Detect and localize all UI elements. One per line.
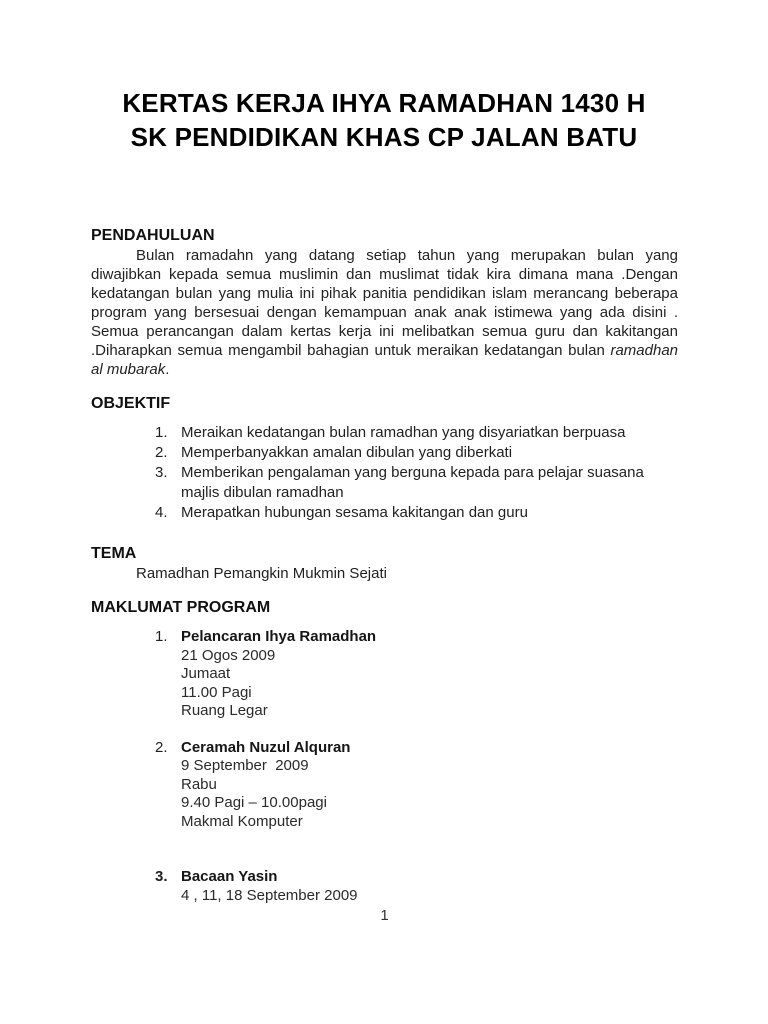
objektif-item-text: Memberikan pengalaman yang berguna kepada para pelajar suasana majlis dibulan ramadhan <box>181 464 644 501</box>
objektif-list <box>91 423 678 523</box>
program-item-body <box>181 628 376 721</box>
objektif-item-text: Memperbanyakkan amalan dibulan yang diberkati <box>181 444 513 461</box>
objektif-item-text: Meraikan kedatangan bulan ramadhan yang disyariatkan berpuasa <box>181 424 626 441</box>
program-title: Pelancaran Ihya Ramadhan <box>181 628 377 645</box>
program-item-bacaan-yasin <box>155 868 678 905</box>
objektif-item-number: 4. <box>155 504 168 521</box>
program-item-pelancaran <box>155 628 678 721</box>
objektif-item-number: 3. <box>155 464 168 481</box>
objektif-item-text: Merapatkan hubungan sesama kakitangan dan guru <box>181 504 528 521</box>
pendahuluan-italic-phrase: ramadhan al mubarak <box>91 342 678 378</box>
program-date: 9 September 2009 <box>181 757 309 774</box>
heading-pendahuluan: PENDAHULUAN <box>91 227 215 244</box>
objektif-item <box>155 443 678 463</box>
objektif-item-number: 2. <box>155 444 168 461</box>
program-date: 4 , 11, 18 September 2009 <box>181 886 358 904</box>
program-title: Ceramah Nuzul Alquran <box>181 738 351 756</box>
objektif-item <box>155 503 678 523</box>
document-title-line-2: SK PENDIDIKAN KHAS CP JALAN BATU <box>130 122 638 152</box>
program-item-number: 3. <box>155 868 168 885</box>
program-venue: Makmal Komputer <box>181 812 303 830</box>
program-item-body <box>181 739 350 832</box>
pendahuluan-period: . <box>165 361 170 378</box>
pendahuluan-text: Bulan ramadahn yang datang setiap tahun yang merupakan bulan yang diwajibkan kepada semua muslimin dan muslimat tidak kira dimana mana .Dengan kedatangan bulan yang mulia ini pihak panitia pendidikan islam merancang beberapa program yang bersesuai dengan kemampuan anak anak istimewa yang ada disini . Semua perancangan dalam kertas kerja ini melibatkan semua guru dan kakitangan .Diharapkan semua mengambil bahagian untuk meraikan kedatangan bulan <box>91 247 678 359</box>
program-title: Bacaan Yasin <box>181 868 278 885</box>
objektif-item <box>155 463 678 503</box>
program-venue: Ruang Legar <box>181 702 268 719</box>
program-item-number: 1. <box>155 628 168 645</box>
page-number: 1 <box>380 907 389 924</box>
program-day: Rabu <box>181 775 217 793</box>
tema-text: Ramadhan Pemangkin Mukmin Sejati <box>136 565 387 582</box>
program-date: 21 Ogos 2009 <box>181 646 276 664</box>
heading-objektif: OBJEKTIF <box>91 395 171 412</box>
program-item-ceramah <box>155 739 678 832</box>
objektif-item <box>155 423 678 443</box>
program-time: 11.00 Pagi <box>181 683 252 701</box>
pendahuluan-paragraph <box>91 246 678 379</box>
document-body <box>91 226 678 925</box>
program-item-number: 2. <box>155 738 168 756</box>
heading-tema: TEMA <box>91 545 137 562</box>
program-item-body <box>181 868 358 905</box>
document-title-line-1: KERTAS KERJA IHYA RAMADHAN 1430 H <box>122 88 646 118</box>
objektif-item-number: 1. <box>155 424 168 441</box>
program-list <box>91 628 678 905</box>
program-day: Jumaat <box>181 665 231 682</box>
program-time: 9.40 Pagi – 10.00pagi <box>181 794 327 811</box>
heading-maklumat-program: MAKLUMAT PROGRAM <box>91 599 271 616</box>
document-title <box>0 0 768 154</box>
